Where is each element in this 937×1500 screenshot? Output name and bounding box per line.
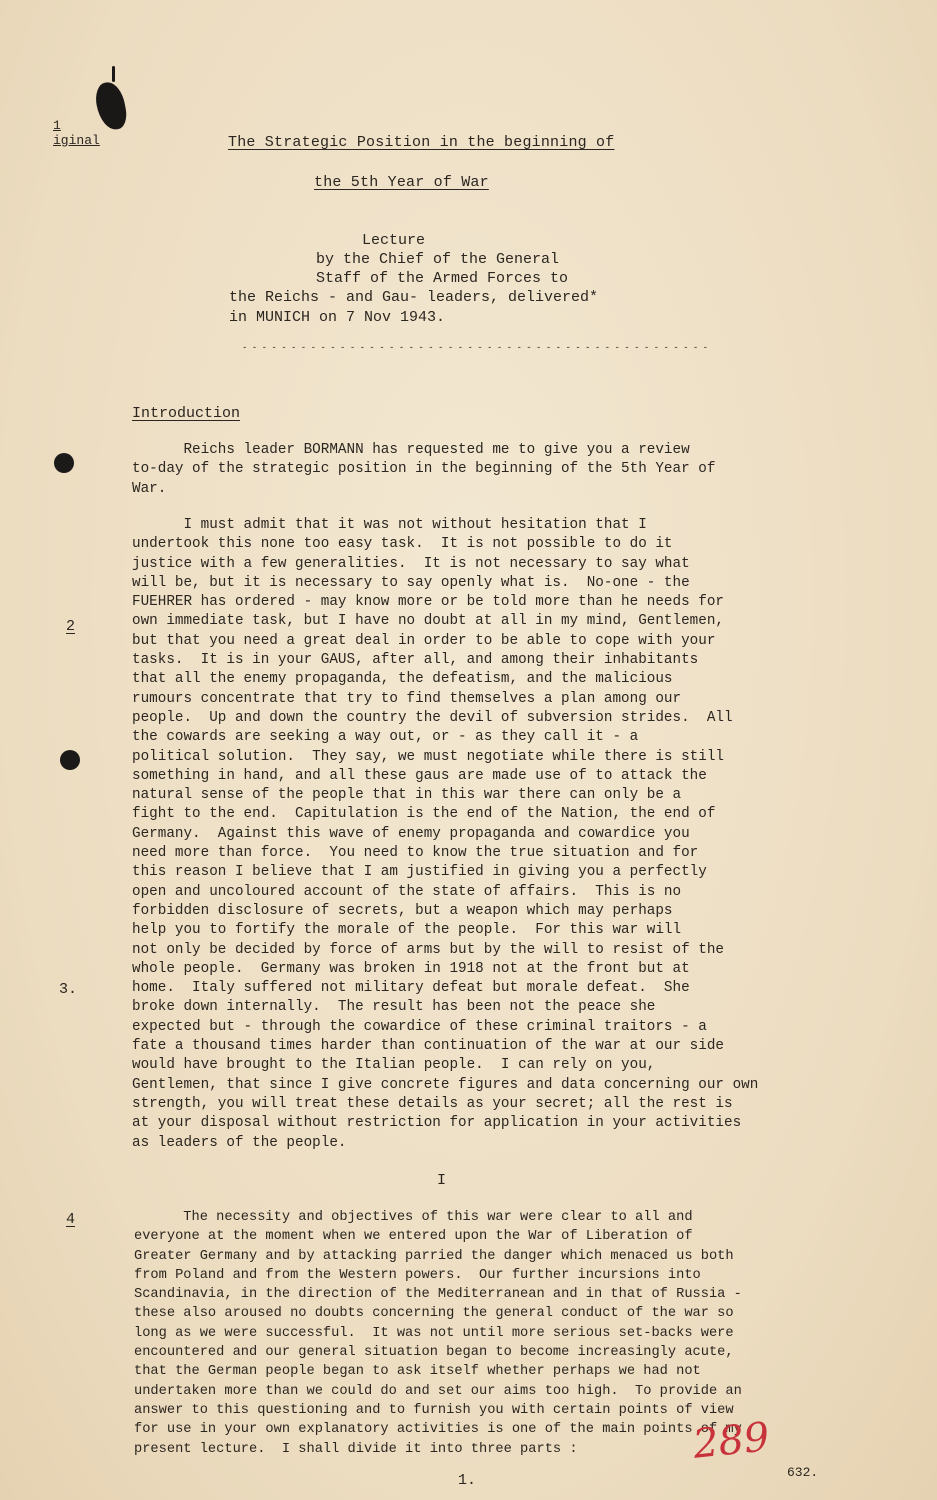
lecture-byline-1: by the Chief of the General — [316, 251, 560, 268]
document-title-line1: The Strategic Position in the beginning of — [228, 134, 615, 151]
margin-para-number-2: 2 — [66, 618, 76, 635]
lecture-byline-3: the Reichs - and Gau- leaders, delivered* — [229, 289, 599, 306]
punch-hole-lower — [60, 750, 80, 770]
lecture-byline-2: Staff of the Armed Forces to — [316, 270, 569, 287]
lecture-label: Lecture — [362, 232, 426, 249]
introduction-paragraph-2: I must admit that it was not without hesitation that I undertook this none too easy task. It is not possible to do it justice with a few generalities. It is not necessary to say what will be, but it is necessary to say openly what is. No-one - the FUEHRER has ordered - may know more or be told more than he needs for own immediate task, but I have no doubt at all in my mind, Gentlemen, but that you need a great deal in order to be able to cope with your tasks. It is in your GAUS, after all, and among their inhabitants that all the enemy propaganda, the defeatism, and the malicious rumours concentrate that try to find themselves a plan among our people. Up and down the country the devil of subversion strides. All the cowards are seeking a way out, or - as they call it - a political solution. They say, we must negotiate while there is still something in hand, and all these gaus are made use of to attack the natural sense of the people that in this war there can only be a fight to the end. Capitulation is the end of the Nation, the end of Germany. Against this wave of enemy propaganda and cowardice you need more than force. You need to know the true situation and for this reason I believe that I am justified in giving you a perfectly open and uncoloured account of the state of affairs. This is no forbidden disclosure of secrets, but a weapon which may perhaps help you to fortify the morale of the people. For this war will not only be decided by force of arms but by the will to resist of the whole people. Germany was broken in 1918 not at the front but at home. Italy suffered not military defeat but morale defeat. She broke down internally. The result has been not the peace she expected but - through the cowardice of these criminal traitors - a fate a thousand times harder than continuation of the war at our side would have brought to the Italian people. I can rely on you, Gentlemen, that since I give concrete figures and data concerning our own strength, you will treat these details as your secret; all the rest is at your disposal without restriction for application in your activities as leaders of the people. — [132, 517, 759, 1151]
header-dashed-rule: - - - - - - - - - - - - - - - - - - - - - - - - - - - - - - - - - - - - - - - - - - - - - - - - — [242, 343, 708, 353]
document-number: 632. — [787, 1465, 819, 1480]
ink-mark-top — [112, 66, 115, 82]
section-numeral: I — [437, 1172, 447, 1189]
margin-original-label: 1 iginal — [53, 118, 100, 148]
introduction-heading: Introduction — [132, 405, 241, 422]
document-title-line2: the 5th Year of War — [314, 174, 489, 191]
page-number: 1. — [458, 1472, 477, 1489]
lecture-byline-4: in MUNICH on 7 Nov 1943. — [229, 309, 446, 326]
handwritten-folio-number: 289 — [690, 1414, 772, 1468]
punch-hole-upper — [54, 453, 74, 473]
introduction-paragraph-1: Reichs leader BORMANN has requested me to give you a review to-day of the strategic position in the beginning of the 5th Year of War. — [132, 442, 716, 497]
margin-para-number-3: 3. — [59, 981, 78, 998]
margin-para-number-4: 4 — [66, 1211, 76, 1228]
section-1-paragraph: The necessity and objectives of this war were clear to all and everyone at the moment when we entered upon the War of Liberation of Greater Germany and by attacking parried the danger which menaced us both from Poland and from the Western powers. Our further incursions into Scandinavia, in the direction of the Mediterranean and in that of Russia - these also aroused no doubts concerning the general conduct of the war so long as we were successful. It was not until more serious set-backs were encountered and our general situation began to become increasingly acute, that the German people began to ask itself whether perhaps we had not undertaken more than we could do and set our aims too high. To provide an answer to this questioning and to furnish you with certain points of view for use in your own explanatory activities is one of the main points of my present lecture. I shall divide it into three parts : — [134, 1210, 742, 1457]
